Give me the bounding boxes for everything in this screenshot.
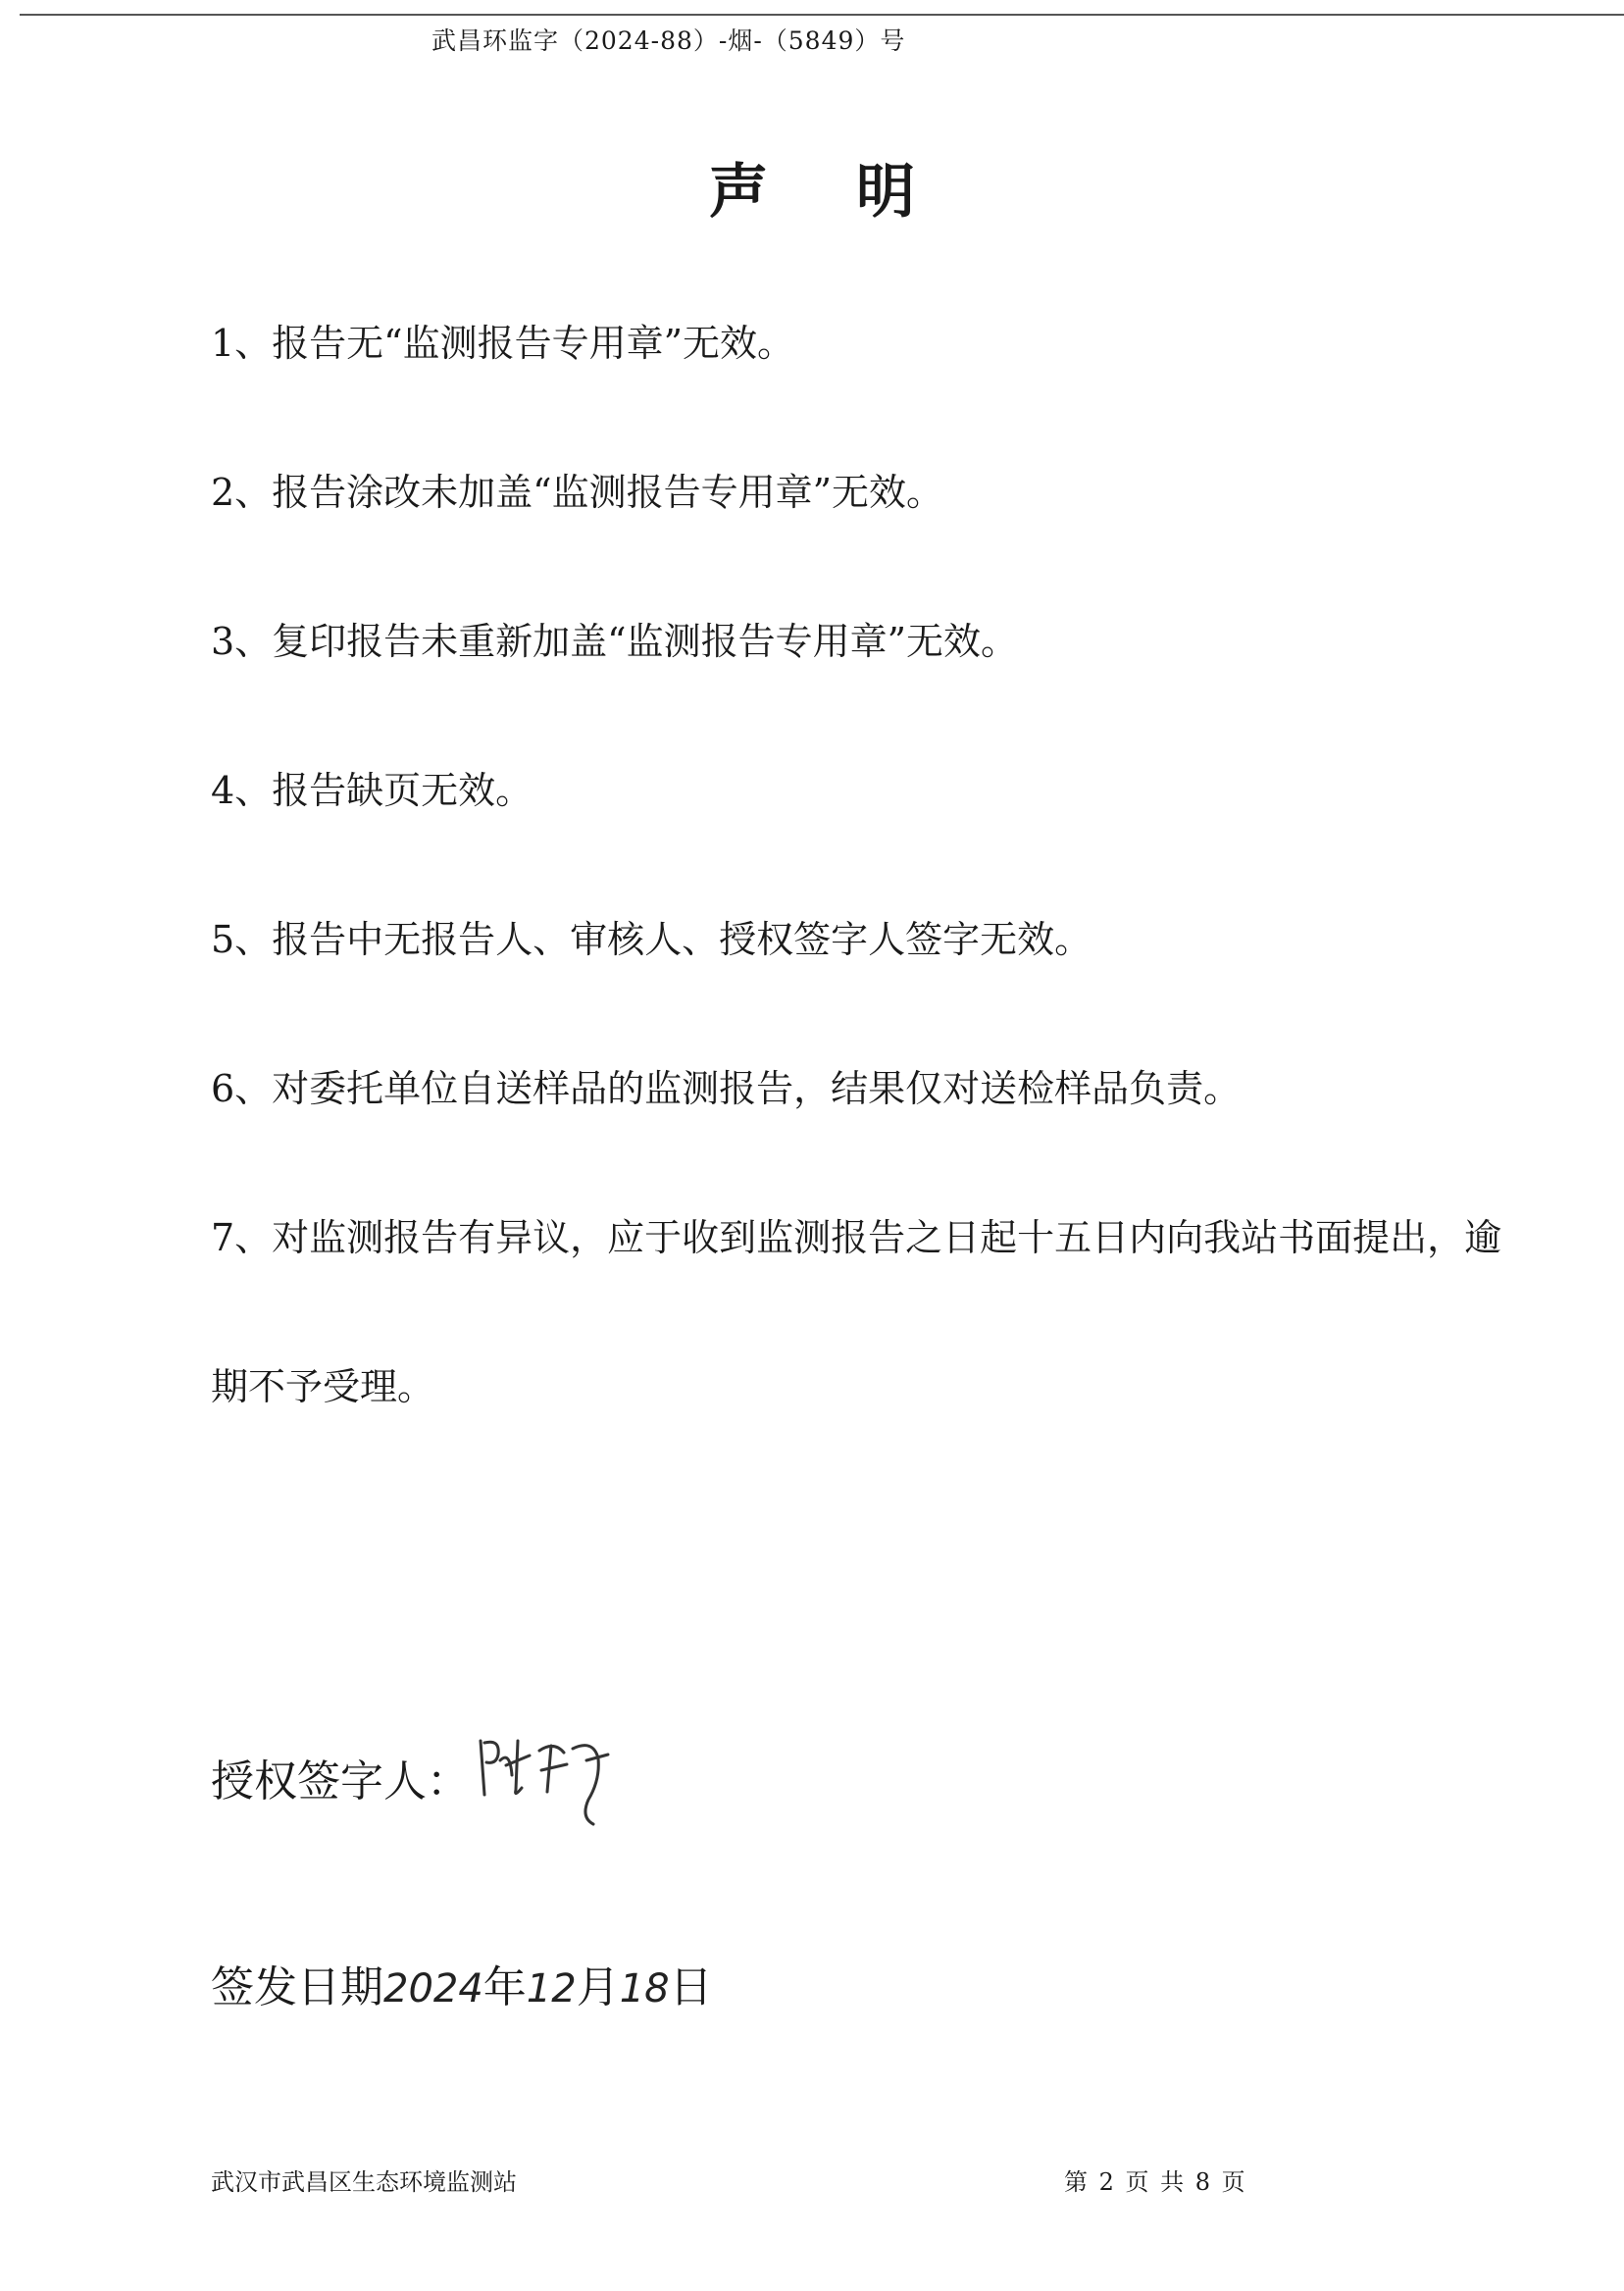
clause-4: 4、报告缺页无效。 bbox=[211, 769, 533, 812]
year-unit: 年 bbox=[482, 1962, 527, 2012]
clause-5: 5、报告中无报告人、审核人、授权签字人签字无效。 bbox=[211, 918, 1092, 961]
signatory-row bbox=[211, 1746, 713, 1805]
clause-1: 1、报告无“监测报告专用章”无效。 bbox=[211, 322, 795, 365]
page-title: 声明 bbox=[709, 158, 1003, 227]
clause-2: 2、报告涂改未加盖“监测报告专用章”无效。 bbox=[211, 471, 944, 514]
issue-date-day: 18 bbox=[619, 1966, 670, 2011]
header-rule bbox=[20, 14, 1624, 16]
handwritten-signature bbox=[471, 1721, 633, 1829]
report-number: 武昌环监字（2024-88）-烟-（5849）号 bbox=[431, 26, 906, 55]
month-unit: 月 bbox=[576, 1962, 620, 2012]
clause-3: 3、复印报告未重新加盖“监测报告专用章”无效。 bbox=[211, 620, 1019, 663]
footer-organization: 武汉市武昌区生态环境监测站 bbox=[211, 2168, 517, 2196]
signatory-label: 授权签字人： bbox=[211, 1756, 470, 1807]
issue-date-label: 签发日期 bbox=[211, 1962, 383, 2012]
page-indicator: 第 2 页 共 8 页 bbox=[1064, 2168, 1245, 2196]
clause-6: 6、对委托单位自送样品的监测报告，结果仅对送检样品负责。 bbox=[211, 1067, 1242, 1110]
issue-date-row bbox=[211, 1952, 713, 2011]
issue-date-year: 2024 bbox=[383, 1966, 483, 2011]
declaration-list bbox=[211, 314, 1515, 1461]
clause-7: 7、对监测报告有异议，应于收到监测报告之日起十五日内向我站书面提出，逾期不予受理。 bbox=[211, 1216, 1502, 1408]
signature-block bbox=[211, 1746, 713, 2012]
day-unit: 日 bbox=[669, 1962, 713, 2012]
issue-date-month: 12 bbox=[526, 1966, 577, 2011]
